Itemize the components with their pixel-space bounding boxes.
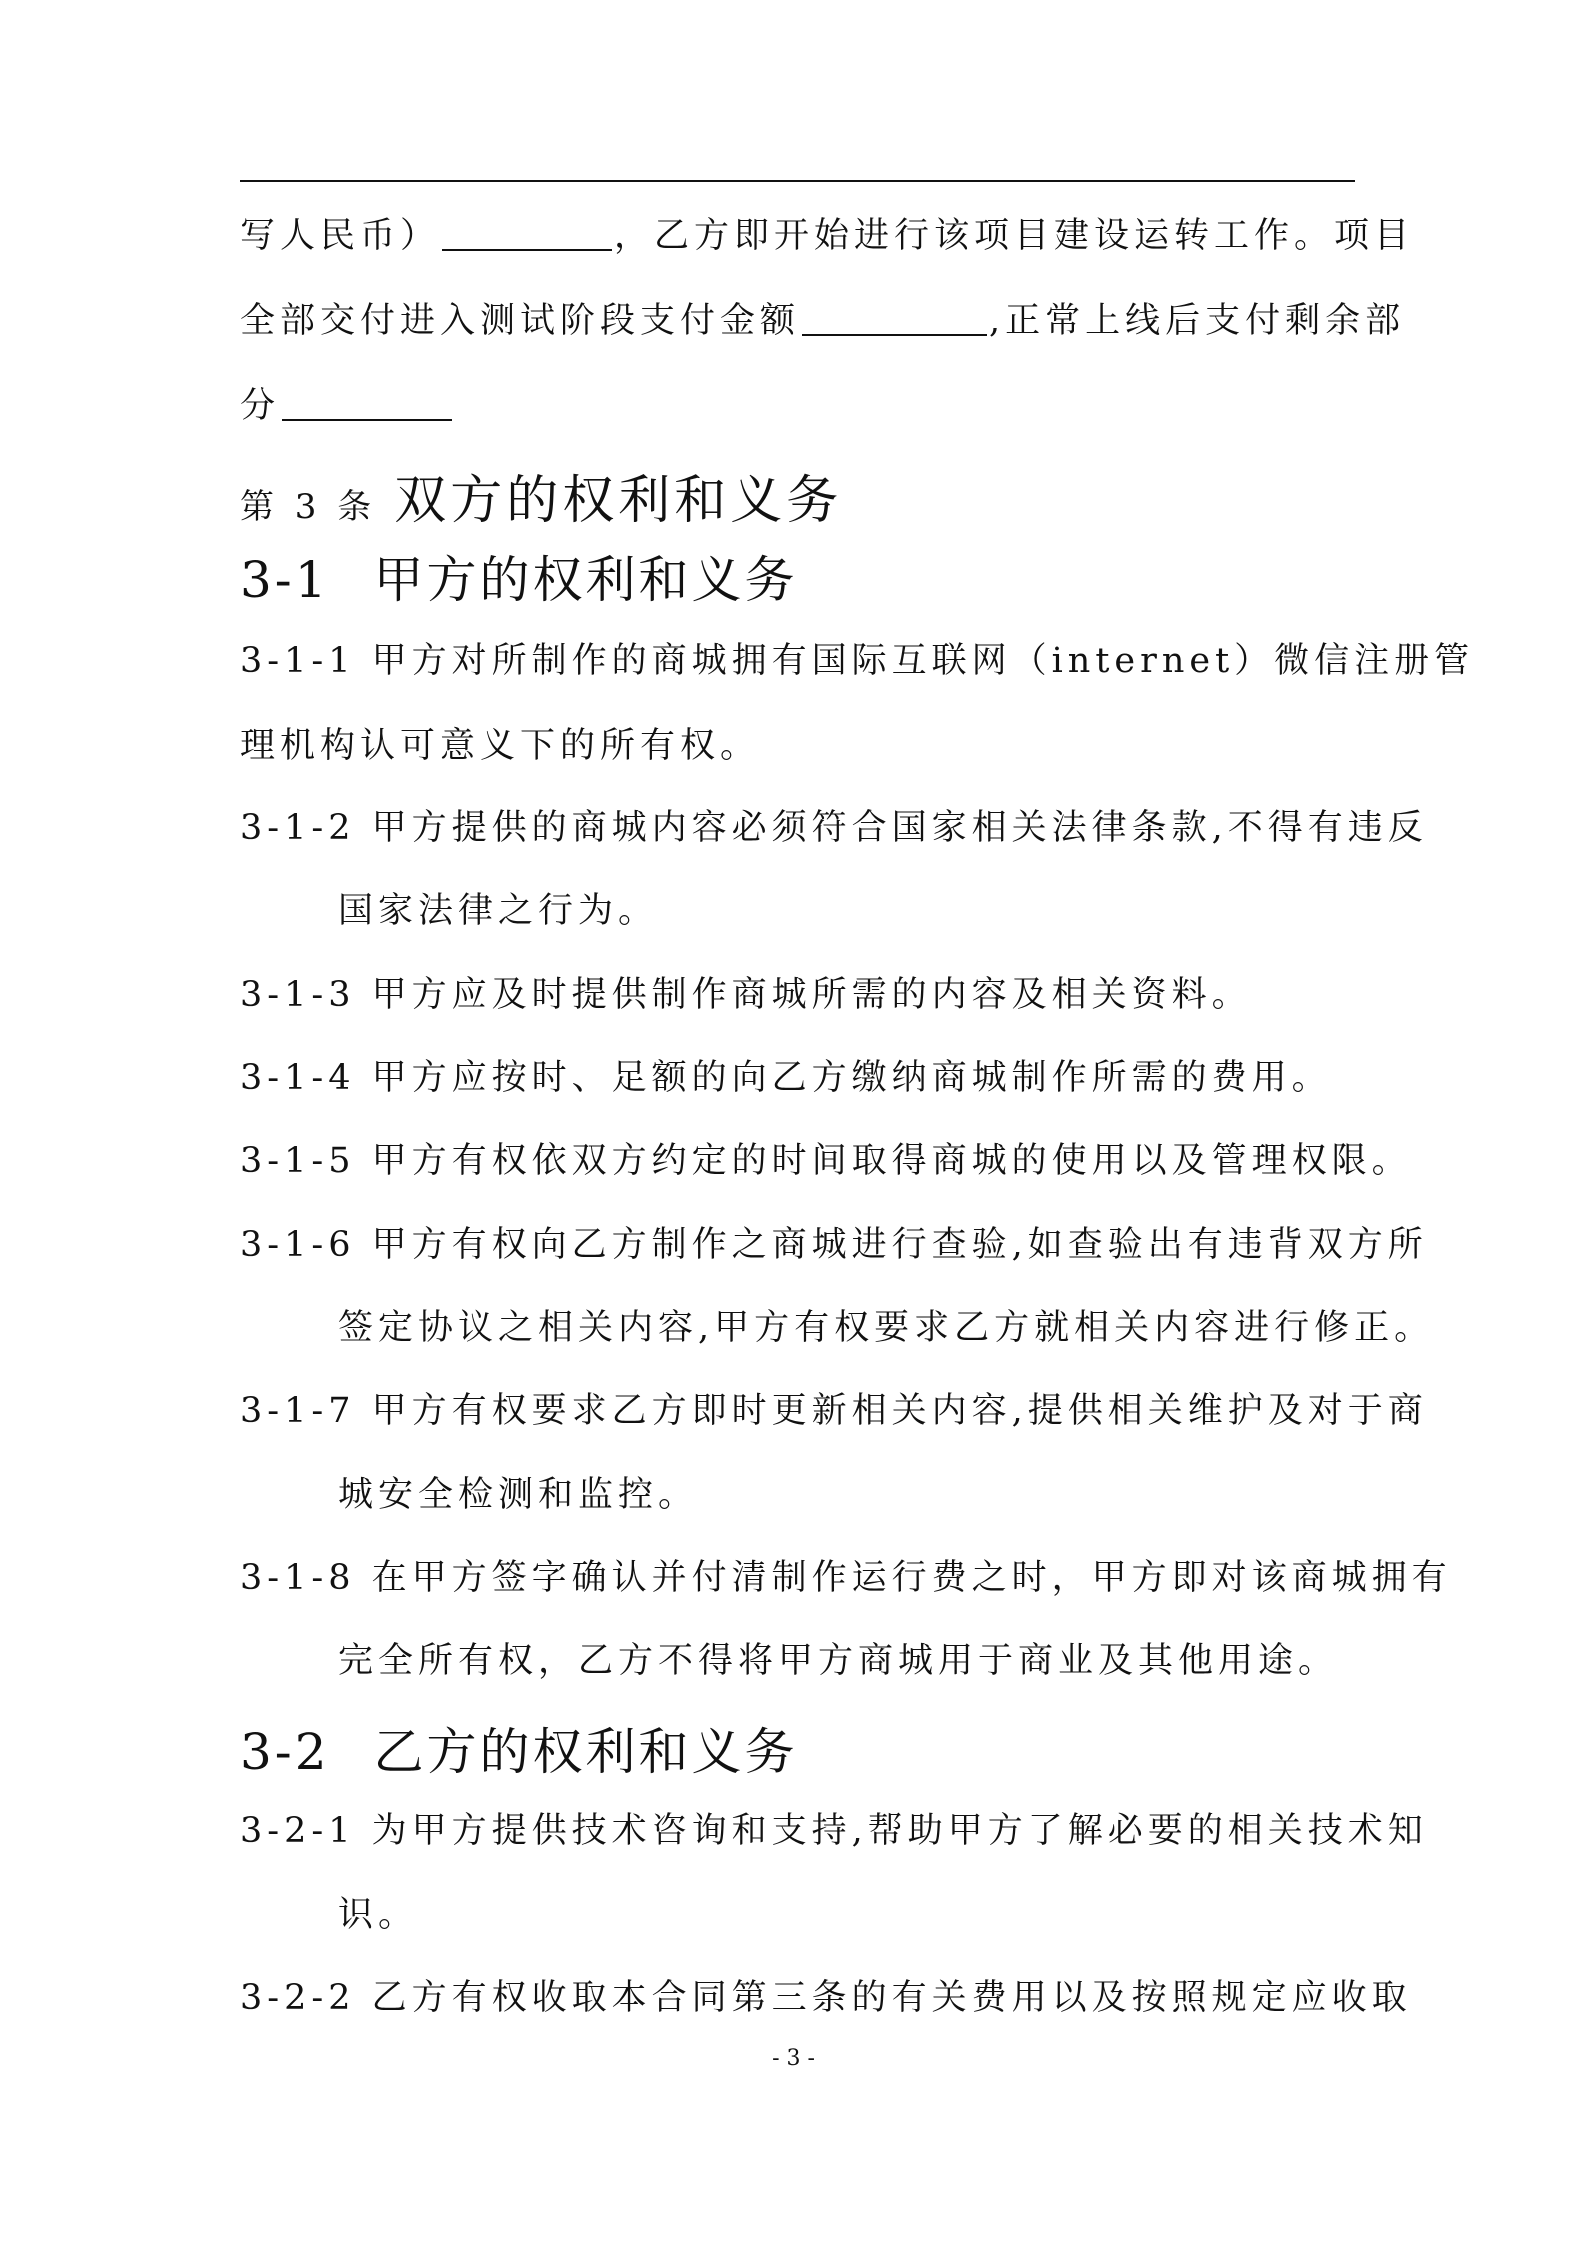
payment-text: ,正常上线后支付剩余部 <box>989 301 1406 341</box>
section-number: 3-1 <box>240 551 330 609</box>
payment-line-2 <box>240 293 1405 343</box>
article-heading <box>240 458 842 533</box>
payment-text: 全部交付进入测试阶段支付金额 <box>240 301 801 341</box>
clause-continuation: 签定协议之相关内容,甲方有权要求乙方就相关内容进行修正。 <box>338 1308 1435 1348</box>
clause-line: 3-1-1 甲方对所制作的商城拥有国际互联网（internet）微信注册管 <box>240 641 1475 681</box>
clause-continuation: 识。 <box>338 1895 419 1935</box>
payment-text: ，乙方即开始进行该项目建设运转工作。项目 <box>614 216 1415 256</box>
section-heading-3-1 <box>240 540 798 612</box>
article-title: 双方的权利和义务 <box>394 471 843 531</box>
payment-text: 分 <box>240 386 281 426</box>
clause-line: 3-1-2 甲方提供的商城内容必须符合国家相关法律条款,不得有违反 <box>240 808 1428 848</box>
section-heading-3-2 <box>240 1712 798 1784</box>
amount-blank-2 <box>802 299 987 336</box>
clause-line: 3-1-4 甲方应按时、足额的向乙方缴纳商城制作所需的费用。 <box>240 1058 1332 1098</box>
clause-line: 3-2-2 乙方有权收取本合同第三条的有关费用以及按照规定应收取 <box>240 1978 1412 2018</box>
clause-continuation: 完全所有权，乙方不得将甲方商城用于商业及其他用途。 <box>338 1641 1339 1681</box>
section-title: 甲方的权利和义务 <box>373 551 798 609</box>
page-number: - 3 - <box>772 2046 815 2071</box>
payment-text: 写人民币） <box>240 216 441 256</box>
header-rule <box>240 180 1355 182</box>
clause-continuation: 城安全检测和监控。 <box>338 1475 699 1515</box>
clause-continuation: 国家法律之行为。 <box>338 891 659 931</box>
clause-line: 3-1-6 甲方有权向乙方制作之商城进行查验,如查验出有违背双方所 <box>240 1225 1428 1265</box>
clause-line: 3-1-3 甲方应及时提供制作商城所需的内容及相关资料。 <box>240 975 1252 1015</box>
section-number: 3-2 <box>240 1723 330 1781</box>
clause-line: 理机构认可意义下的所有权。 <box>240 726 761 766</box>
amount-blank-1 <box>442 214 612 251</box>
payment-line-1 <box>240 208 1414 258</box>
clause-line: 3-2-1 为甲方提供技术咨询和支持,帮助甲方了解必要的相关技术知 <box>240 1811 1428 1851</box>
payment-line-3 <box>240 378 454 428</box>
section-title: 乙方的权利和义务 <box>373 1723 798 1781</box>
article-label: 第 3 条 <box>240 487 377 527</box>
clause-line: 3-1-8 在甲方签字确认并付清制作运行费之时，甲方即对该商城拥有 <box>240 1558 1452 1598</box>
clause-line: 3-1-7 甲方有权要求乙方即时更新相关内容,提供相关维护及对于商 <box>240 1391 1428 1431</box>
amount-blank-3 <box>282 384 452 421</box>
clause-line: 3-1-5 甲方有权依双方约定的时间取得商城的使用以及管理权限。 <box>240 1141 1412 1181</box>
